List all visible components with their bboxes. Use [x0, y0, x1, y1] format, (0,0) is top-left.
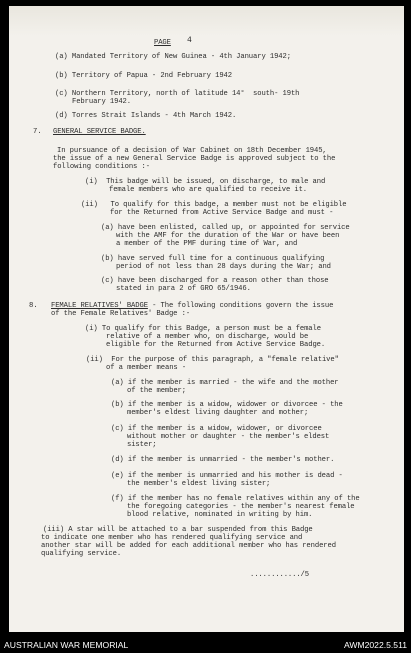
continuation-marker: ............/5: [250, 571, 309, 579]
s8-sub-a-line2: of the member;: [127, 387, 186, 395]
s8-cond-iii-line3: another star will be added for each additional member who has rendered: [41, 542, 336, 550]
territory-c-line2: February 1942.: [72, 98, 131, 106]
s7-intro-line3: following conditions :-: [53, 163, 150, 171]
s8-sub-a-line1: (a) if the member is married - the wife and the mother: [111, 379, 339, 387]
s7-intro-line2: the issue of a new General Service Badge is approved subject to the: [53, 155, 336, 163]
s8-sub-c-line2: without mother or daughter - the member's eldest: [127, 433, 330, 441]
s7-sub-a-line1: (a) have been enlisted, called up, or appointed for service: [101, 224, 350, 232]
s8-sub-f-line1: (f) if the member has no female relatives within any of the: [111, 495, 360, 503]
s8-cond-i-line3: eligible for the Returned from Active Service Badge.: [106, 341, 326, 349]
page-number: 4: [187, 36, 192, 45]
s8-sub-d-line1: (d) if the member is unmarried - the member's mother.: [111, 456, 335, 464]
s7-sub-a-line3: a member of the PMF during time of War, and: [116, 240, 298, 248]
s7-cond-i-line2: female members who are qualified to receive it.: [109, 186, 308, 194]
document-page: [9, 6, 404, 632]
territory-d: (d) Torres Strait Islands - 4th March 1942.: [55, 112, 237, 120]
s8-cond-i-line2: relative of a member who, on discharge, would be: [106, 333, 309, 341]
s7-cond-ii-line1: (ii) To qualify for this badge, a member must not be eligible: [81, 201, 347, 209]
s7-sub-a-line2: with the AMF for the duration of the War or have been: [116, 232, 340, 240]
s8-sub-f-line3: blood relative, nominated in writing by him.: [127, 511, 313, 519]
s8-cond-iii-line2: to indicate one member who has rendered qualifying service and: [41, 534, 303, 542]
s7-sub-b-line2: period of not less than 28 days during the War; and: [116, 263, 331, 271]
territory-c-line1: (c) Northern Territory, north of latitude 14° south- 19th: [55, 90, 300, 98]
s8-sub-c-line1: (c) if the member is a widow, widower, or divorcee: [111, 425, 322, 433]
territory-a: (a) Mandated Territory of New Guinea - 4th January 1942;: [55, 53, 291, 61]
section-8-heading: FEMALE RELATIVES' BADGE: [51, 302, 148, 310]
s8-sub-e-line1: (e) if the member is unmarried and his mother is dead -: [111, 472, 343, 480]
s8-cond-i-line1: (i) To qualify for this Badge, a person must be a female: [85, 325, 321, 333]
section-8-heading-line2: of the Female Relatives' Badge :-: [51, 310, 191, 318]
archive-footer: [0, 636, 411, 653]
s8-cond-ii-line2: of a member means -: [106, 364, 187, 372]
section-7-heading: GENERAL SERVICE BADGE.: [53, 128, 146, 136]
section-8-heading-line1: [51, 302, 333, 310]
footer-institution: AUSTRALIAN WAR MEMORIAL: [4, 640, 129, 650]
territory-b: (b) Territory of Papua - 2nd February 1942: [55, 72, 232, 80]
s8-cond-iii-line1: (iii) A star will be attached to a bar suspended from this Badge: [43, 526, 313, 534]
s7-sub-b-line1: (b) have served full time for a continuous qualifying: [101, 255, 325, 263]
s7-cond-i-line1: (i) This badge will be issued, on discharge, to male and: [85, 178, 326, 186]
s7-intro-line1: In pursuance of a decision of War Cabinet on 18th December 1945,: [57, 147, 327, 155]
section-8-number: 8.: [29, 302, 38, 310]
s8-cond-ii-line1: (ii) For the purpose of this paragraph, a "female relative": [86, 356, 339, 364]
s8-cond-iii-line4: qualifying service.: [41, 550, 122, 558]
s7-sub-c-line1: (c) have been discharged for a reason other than those: [101, 277, 329, 285]
footer-accession-number: AWM2022.5.511: [343, 640, 407, 650]
s7-cond-ii-line2: for the Returned from Active Service Badge and must -: [110, 209, 334, 217]
s8-sub-f-line2: the foregoing categories - the member's nearest female: [127, 503, 355, 511]
s8-sub-b-line1: (b) if the member is a widow, widower or divorcee - the: [111, 401, 343, 409]
section-7-number: 7.: [33, 128, 42, 136]
paper-discoloration: [9, 6, 404, 36]
s8-sub-b-line2: member's eldest living daughter and mother;: [127, 409, 309, 417]
section-8-heading-rest: - The following conditions govern the issue: [147, 302, 334, 310]
page-label: PAGE: [154, 39, 171, 47]
s8-sub-e-line2: the member's eldest living sister;: [127, 480, 271, 488]
s8-sub-c-line3: sister;: [127, 441, 157, 449]
s7-sub-c-line2: stated in para 2 of GRO 65/1946.: [116, 285, 251, 293]
